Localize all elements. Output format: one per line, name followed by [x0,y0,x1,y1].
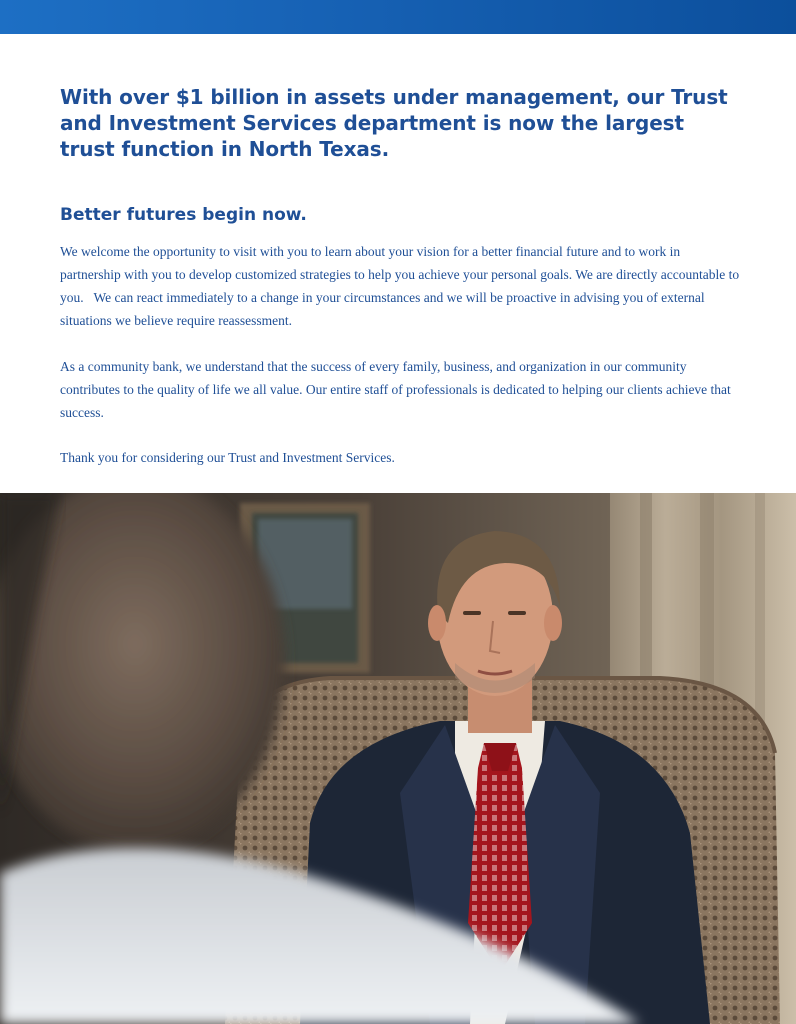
body-paragraph-2: As a community bank, we understand that the success of every family, business, and organization in our community contributes to the quality of life we all value. Our entire staff of professionals is dedicated to helping our clients achieve that success. [60,359,731,420]
section-heading: Better futures begin now. [60,205,307,225]
body-paragraph-1: We welcome the opportunity to visit with you to learn about your vision for a better financial future and to work in partnership with you to develop customized strategies to help you achieve your personal goals. We are directly accountable to you. We can react immediately to a change in your circumstances and we will be proactive in advising you of external situations we believe require reassessment. [60,244,743,328]
main-content [60,84,743,469]
advisor-meeting-photo [0,493,796,1024]
headline: With over $1 billion in assets under management, our Trust and Investment Services department is now the largest trust function in North Texas. [60,85,728,161]
closing-line: Thank you for considering our Trust and Investment Services. [60,450,395,465]
top-color-band [0,0,796,34]
photo-illustration [0,493,796,1024]
